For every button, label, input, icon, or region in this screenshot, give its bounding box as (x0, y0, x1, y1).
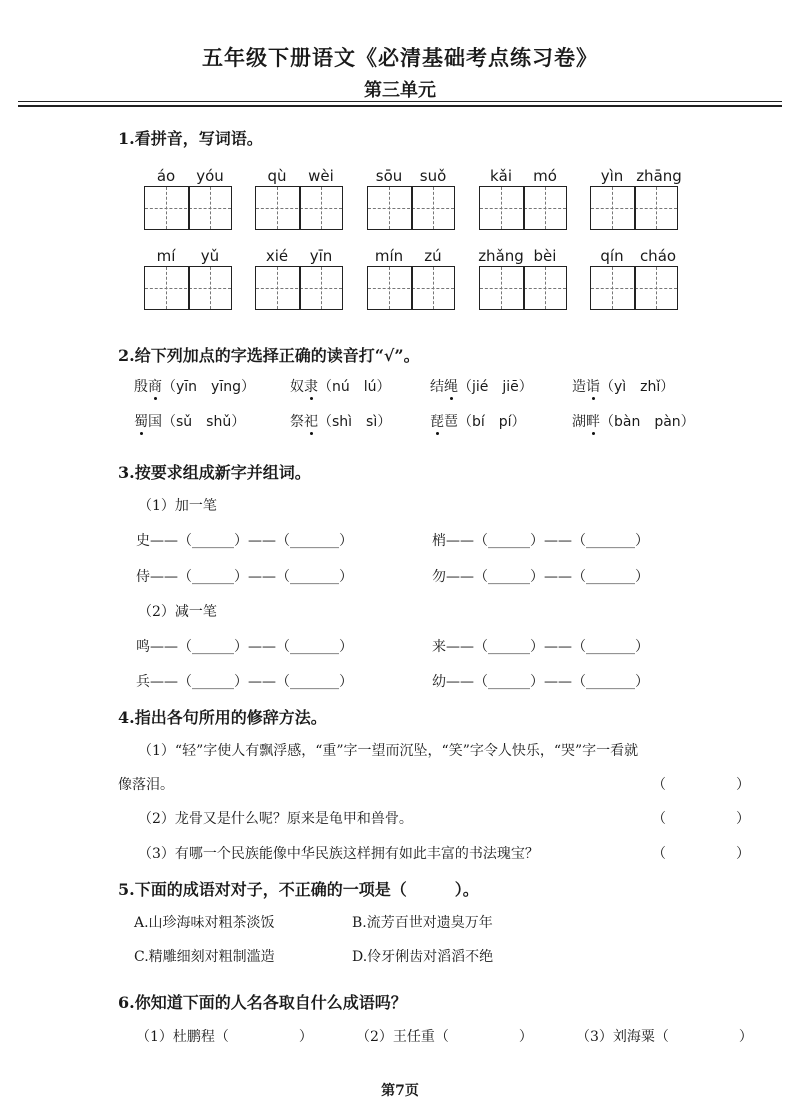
q3-item[interactable]: 幼——（______）——（_______） (432, 674, 649, 690)
q5-option-d[interactable]: D.伶牙俐齿对滔滔不绝 (352, 949, 494, 965)
pinyin: kǎi (489, 167, 513, 185)
q3-item[interactable]: 来——（______）——（_______） (432, 639, 649, 655)
q5-option-a[interactable]: A.山珍海味对粗茶淡饭 (134, 915, 275, 931)
writing-grid[interactable] (590, 266, 678, 310)
q4-sentence-1: （1）“轻”字使人有飘浮感，“重”字一望而沉坠，“笑”字令人快乐，“哭”字一看就 (138, 743, 639, 759)
q2-item: 湖畔（bàn pàn） (572, 411, 695, 431)
q5-title: 5.下面的成语对对子，不正确的一项是（ ）。 (118, 880, 479, 899)
pinyin: zhāng (636, 167, 682, 185)
q6-name-1[interactable]: （1）杜鹏程（ ） (136, 1029, 313, 1045)
answer-paren[interactable]: （ ） (652, 846, 750, 862)
q6-name-3[interactable]: （3）刘海粟（ ） (576, 1029, 753, 1045)
writing-grid[interactable] (255, 186, 343, 230)
writing-grid[interactable] (367, 266, 455, 310)
q3-item[interactable]: 勿——（______）——（_______） (432, 569, 649, 585)
page-title: 五年级下册语文《必清基础考点练习卷》 (202, 45, 598, 70)
writing-grid[interactable] (255, 266, 343, 310)
pinyin: yóu (196, 167, 224, 185)
q6-name-2[interactable]: （2）王任重（ ） (356, 1029, 533, 1045)
q3-item[interactable]: 鸣——（______）——（_______） (136, 639, 353, 655)
q2-title: 2.给下列加点的字选择正确的读音打“√”。 (118, 346, 420, 365)
pinyin: zhǎng (478, 247, 524, 265)
pinyin: sōu (375, 167, 403, 185)
pinyin: zú (424, 247, 442, 265)
pinyin: suǒ (419, 167, 447, 185)
q5-option-c[interactable]: C.精雕细刻对粗制滥造 (134, 949, 275, 965)
pinyin: áo (156, 167, 176, 185)
q3-item[interactable]: 梢——（______）——（_______） (432, 533, 649, 549)
q4-sentence-1-cont: 像落泪。 (118, 777, 174, 793)
pinyin: yìn (600, 167, 624, 185)
q4-title: 4.指出各句所用的修辞方法。 (118, 708, 327, 727)
pinyin: mín (374, 247, 404, 265)
unit-title: 第三单元 (364, 80, 436, 101)
writing-grid[interactable] (590, 186, 678, 230)
q3-sub-remove: （2）减一笔 (138, 604, 217, 620)
pinyin: cháo (639, 247, 677, 265)
q3-item[interactable]: 史——（______）——（_______） (136, 533, 353, 549)
pinyin: qín (600, 247, 624, 265)
q2-item: 结绳（jié jiē） (430, 376, 533, 396)
q4-sentence-3: （3）有哪一个民族能像中华民族这样拥有如此丰富的书法瑰宝？ (138, 846, 539, 862)
q3-item[interactable]: 兵——（______）——（_______） (136, 674, 353, 690)
header-rule-bottom (18, 105, 782, 107)
q3-item[interactable]: 侍——（______）——（_______） (136, 569, 353, 585)
pinyin: wèi (308, 167, 334, 185)
writing-grid[interactable] (144, 186, 232, 230)
q2-item: 殷商（yīn yīng） (134, 376, 255, 396)
q5-option-b[interactable]: B.流芳百世对遗臭万年 (352, 915, 493, 931)
pinyin: mí (156, 247, 176, 265)
q3-sub-add: （1）加一笔 (138, 498, 217, 514)
pinyin: mó (533, 167, 557, 185)
q2-item: 奴隶（nú lú） (290, 376, 391, 396)
q4-sentence-2: （2）龙骨又是什么呢？原来是龟甲和兽骨。 (138, 811, 413, 827)
q2-item: 祭祀（shì sì） (290, 411, 391, 431)
answer-paren[interactable]: （ ） (652, 811, 750, 827)
q2-item: 造诣（yì zhǐ） (572, 376, 674, 396)
writing-grid[interactable] (479, 266, 567, 310)
pinyin: yīn (309, 247, 333, 265)
answer-paren[interactable]: （ ） (652, 777, 750, 793)
writing-grid[interactable] (479, 186, 567, 230)
pinyin: yǔ (200, 247, 220, 265)
q2-item: 蜀国（sǔ shǔ） (134, 411, 245, 431)
q6-title: 6.你知道下面的人名各取自什么成语吗？ (118, 993, 407, 1012)
pinyin: bèi (533, 247, 557, 265)
writing-grid[interactable] (144, 266, 232, 310)
page-number: 第7页 (381, 1083, 419, 1099)
pinyin: xié (265, 247, 289, 265)
pinyin: qù (267, 167, 287, 185)
q1-title: 1.看拼音，写词语。 (118, 129, 263, 148)
q3-title: 3.按要求组成新字并组词。 (118, 463, 311, 482)
q2-item: 琵琶（bí pí） (430, 411, 526, 431)
header-rule-top (18, 101, 782, 102)
writing-grid[interactable] (367, 186, 455, 230)
